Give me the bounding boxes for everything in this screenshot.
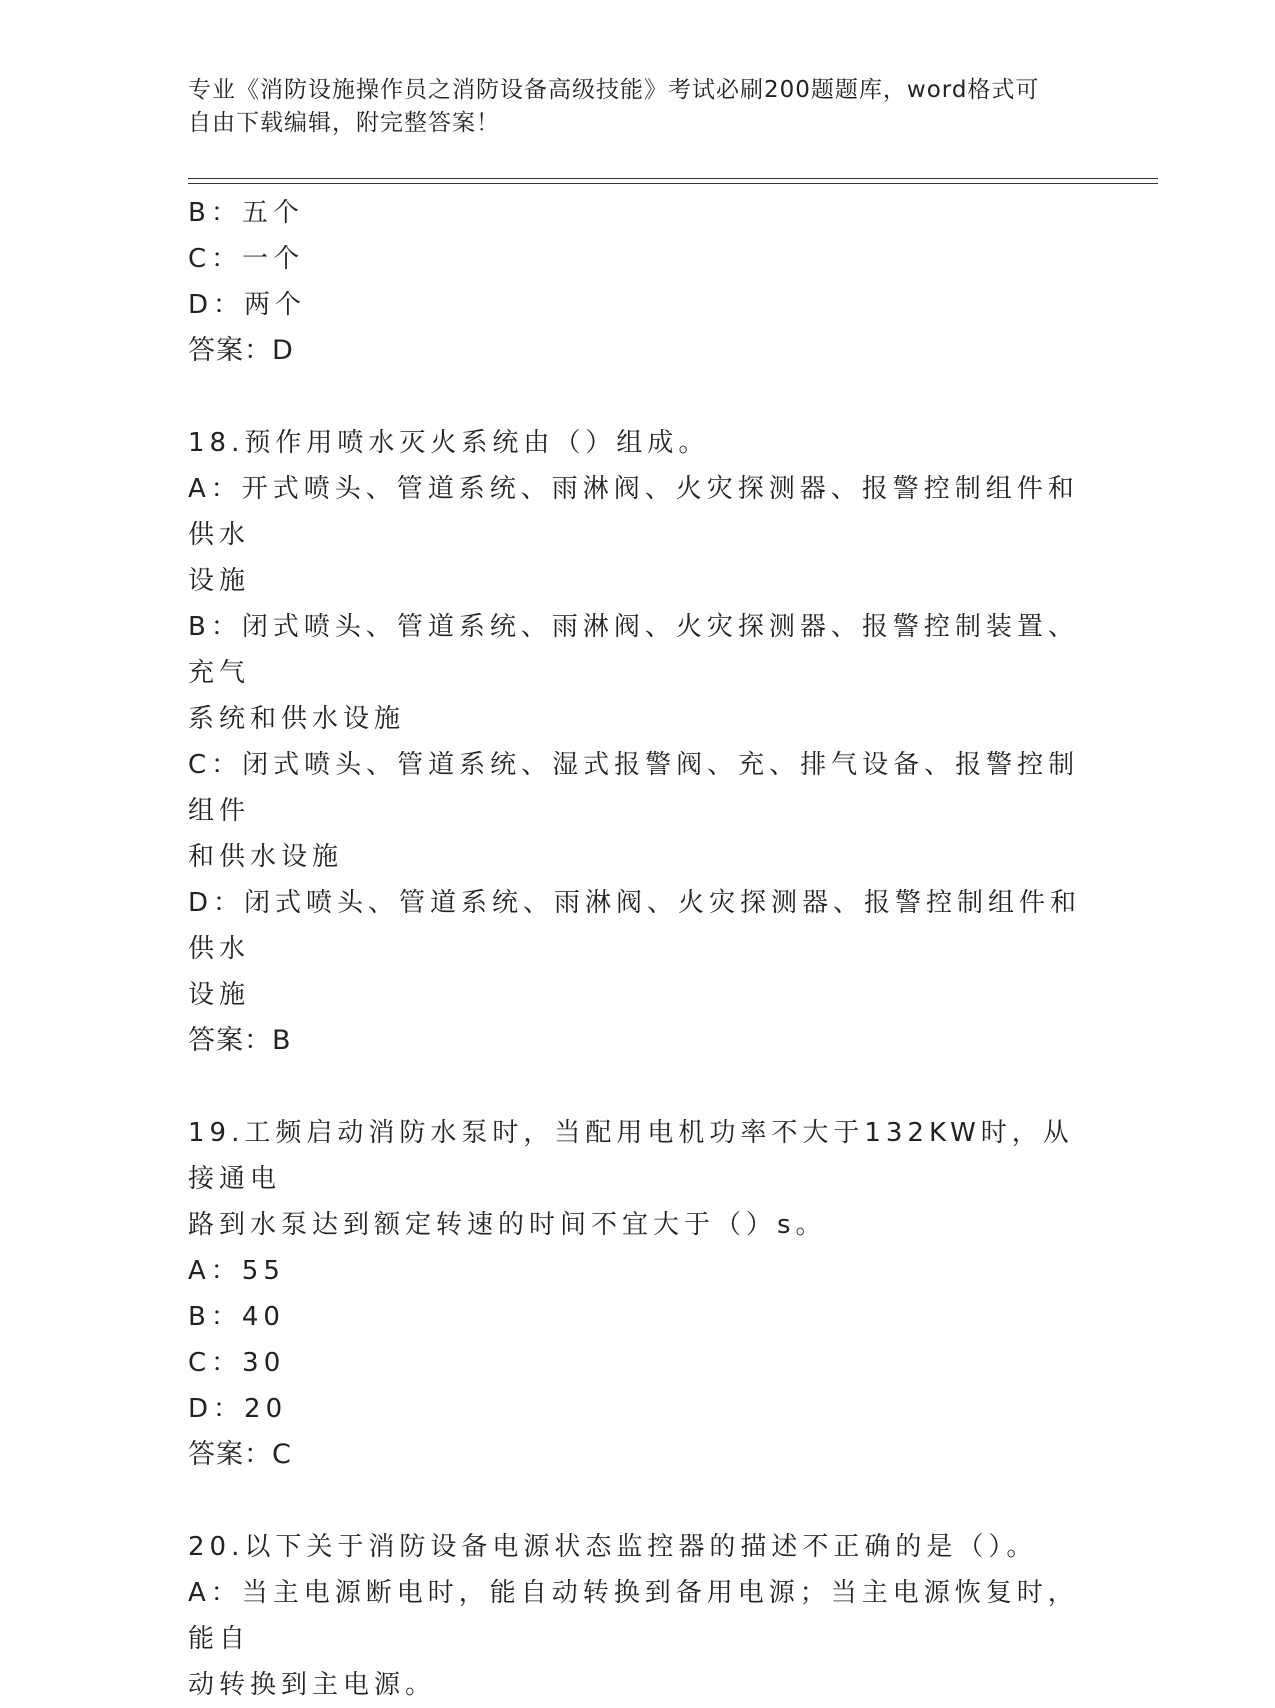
q18-option-a-line2: 设施: [188, 566, 251, 596]
q19-stem-line2: 路到水泵达到额定转速的时间不宜大于（）s。: [188, 1210, 827, 1240]
q17-option-c: C：一个: [188, 244, 305, 274]
q20-option-a-line2: 动转换到主电源。: [188, 1670, 437, 1700]
q18-option-b-line1: B：闭式喷头、管道系统、雨淋阀、火灾探测器、报警控制装置、充气: [188, 612, 1079, 688]
header-divider-bottom: [188, 183, 1158, 184]
q17-option-d: D：两个: [188, 290, 307, 320]
q19-stem-line1: 19.工频启动消防水泵时，当配用电机功率不大于132KW时，从接通电: [188, 1118, 1074, 1194]
q17-answer: 答案：D: [188, 335, 294, 366]
q19-option-a: A：55: [188, 1256, 285, 1286]
q18-option-d-line2: 设施: [188, 980, 251, 1010]
q18-answer: 答案：B: [188, 1025, 292, 1056]
q19-option-b: B：40: [188, 1302, 285, 1332]
q18-option-a-line1: A：开式喷头、管道系统、雨淋阀、火灾探测器、报警控制组件和供水: [188, 474, 1079, 550]
q19-answer: 答案：C: [188, 1439, 292, 1470]
q18-stem: 18.预作用喷水灭火系统由（）组成。: [188, 428, 710, 458]
q18-option-c-line2: 和供水设施: [188, 842, 344, 872]
header-divider-top: [188, 178, 1158, 179]
spacer: [188, 1478, 1088, 1524]
q18-option-b-line2: 系统和供水设施: [188, 704, 406, 734]
q18-option-d-line1: D：闭式喷头、管道系统、雨淋阀、火灾探测器、报警控制组件和供水: [188, 888, 1082, 964]
q17-option-b: B：五个: [188, 198, 304, 228]
header-line-2: 自由下载编辑，附完整答案！: [188, 110, 500, 136]
q20-stem: 20.以下关于消防设备电源状态监控器的描述不正确的是（）。: [188, 1532, 1038, 1562]
q19-option-c: C：30: [188, 1348, 286, 1378]
q19-option-d: D：20: [188, 1394, 288, 1424]
spacer: [188, 374, 1088, 420]
header-line-1: 专业《消防设施操作员之消防设备高级技能》考试必刷200题题库，word格式可: [188, 77, 1040, 103]
document-header: [188, 74, 1068, 140]
question-content: [188, 190, 1088, 1708]
q20-option-a-line1: A：当主电源断电时，能自动转换到备用电源；当主电源恢复时，能自: [188, 1578, 1079, 1654]
spacer: [188, 1064, 1088, 1110]
q18-option-c-line1: C：闭式喷头、管道系统、湿式报警阀、充、排气设备、报警控制组件: [188, 750, 1080, 826]
